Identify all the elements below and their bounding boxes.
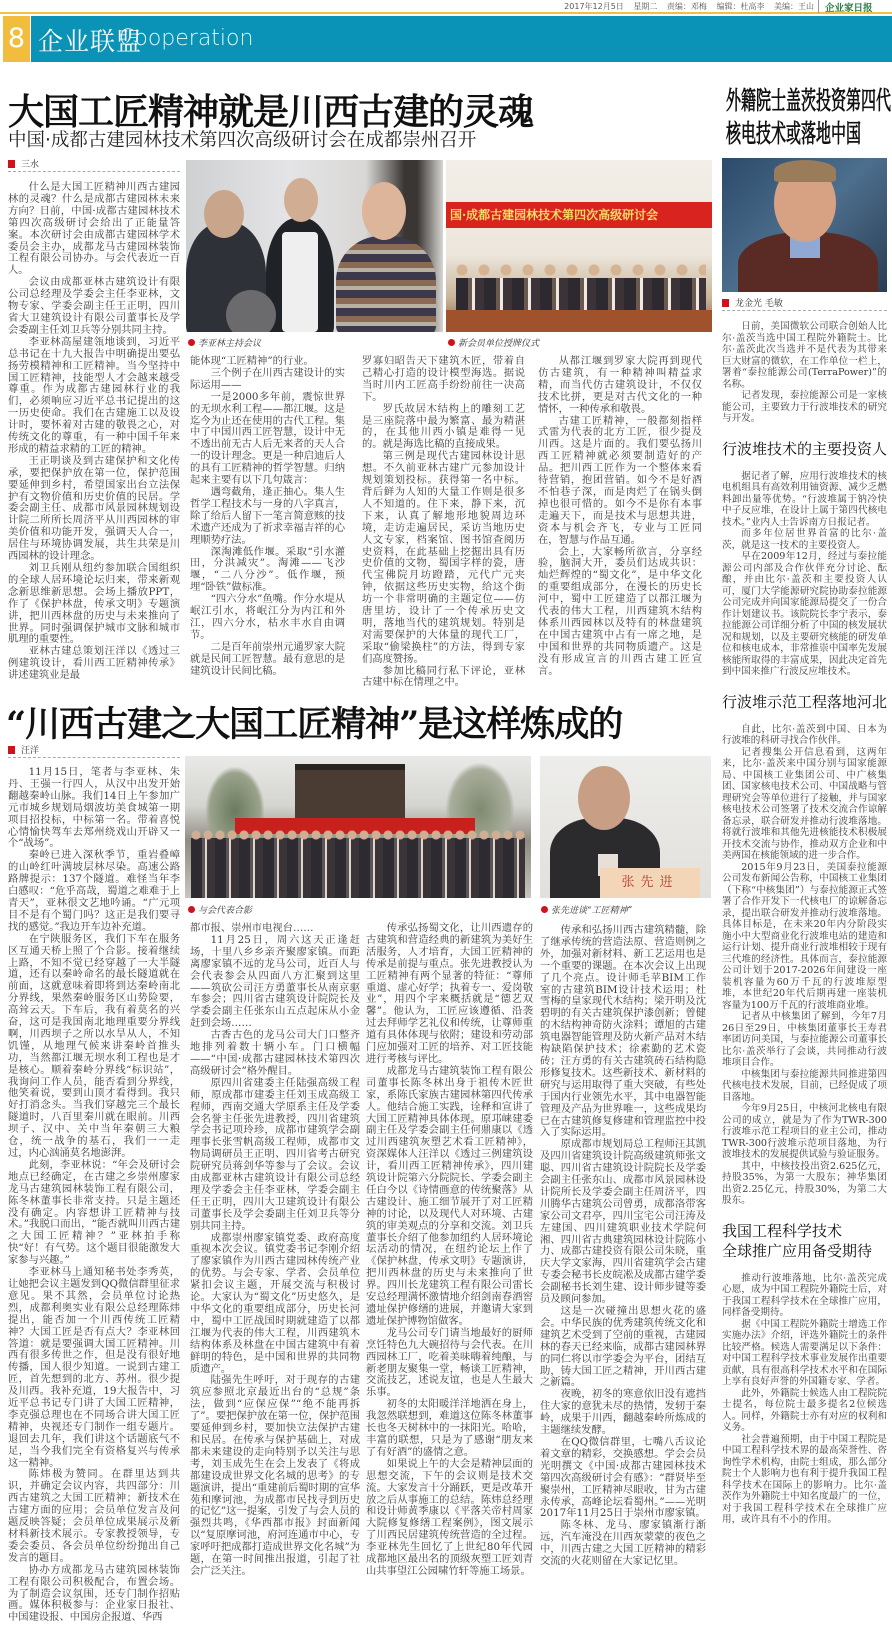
paragraph: 其中，中核技投出资2.625亿元，持股35%，为第一大股东；神华集团出资2.25亿元，持股30%，为第二大股东。 (722, 1160, 887, 1206)
sidebar-section-3 (722, 1273, 887, 1526)
sidebar-headline-line: 外籍院士盖茨投资第四代 (726, 86, 892, 115)
article1-column-3 (362, 356, 525, 689)
byline-marker-icon (8, 746, 15, 754)
paragraph: 今年9月25日，中核河北核电有限公司的成立，就是为了作为TWR-300行波堆示范工程项目的业主公司，推动TWR-300行波堆示范项目落地，为行波堆技术的发展提供试验与验证服务。 (722, 1103, 887, 1160)
caption-text: 与会代表合影 (198, 906, 253, 916)
paragraph: 王正明谈及到古建保护和文化传承，要把保护放在第一位，保护范围要延伸到乡村，希望国家出台立法保护有文物价值和历史价值的民居。学委会副主任、成都市风景园林规划设计院二所所长周济平从川西园林的审美价值和功能开发，强调天人合一，居住与环境协调发展，共生共荣是川西园林的设计理念。 (8, 454, 180, 563)
article1-column-1 (8, 182, 180, 682)
art-editor: 美编：王山 (774, 2, 814, 11)
paragraph: 第三例是现代古建园林设计思想。不久前亚林古建广元参加设计规划策划投标。获得第一名中标。背后鲜为人知的大量工作则是很多人不知道的。住下来，静下来，沉下来，认真了解地形地貌周边环境，走访走遍居民，采访当地历史人文专家，档案馆、图书馆查阅历史资料，在此基础上挖掘出具有历史价值的文物，蜀国字样的瓷，唐代宝佛院月坊蹬踏，元代广元夹钟，依据这些历史实物，给这个街坊一个非常明确的主题定位——仿唐里坊，设计了一个传承历史文明，落地当代的建筑规划。特别是对需要保护的大体量的现代工厂，采取“偷梁换柱”的方法，得到专家们高度赞扬。 (362, 450, 525, 665)
paragraph: 推动行波堆落地，比尔·盖茨完成心愿，成为中国工程院外籍院士后，对于我国工程科学技术在全球推广应用，同样备受期待。 (722, 1272, 887, 1318)
issue-weekday: 星期二 (633, 2, 658, 11)
speaker-nameplate: 张先进 (600, 868, 700, 898)
paragraph: 都市报、崇州市电视台…… (190, 922, 314, 934)
article2-column-3 (366, 923, 533, 1578)
page-header-line (0, 0, 892, 14)
article2-headline: “川西古建之大国工匠精神”是这样炼成的 (6, 704, 623, 745)
paragraph: 记者搜集公开信息看到，这两年来，比尔·盖茨来中国分别与国家能源局、中国核工业集团公司、中广核集团、国家核电技术公司、中国战略与管理研究会等单位进行了接触，并与国家核电技术公司签署了技术交流合作谅解备忘录，联合研发并推动行波堆落地。将就行波堆和其他先进核能技术积极展开技术交流与协作，推动双方企业和中美两国在核能领域的进一步合作。 (722, 746, 887, 861)
paragraph: 夜晚，初冬的寒意依旧没有遮挡住大家的意犹未尽的热情，发轫于秦岭，成果于川西，翻越秦岭所炼成的主题继续发酵。 (540, 1388, 706, 1437)
sidebar-intro (722, 321, 887, 425)
section-name-cn: 企业联盟 (38, 27, 143, 56)
caption-text: 新会员单位授牌仪式 (458, 339, 540, 349)
photo-meeting-host (186, 160, 443, 332)
article1-headline: 大国工匠精神就是川西古建的灵魂 (8, 91, 534, 133)
paragraph: 协办方成都龙马古建筑园林装饰工程有限公司积极配合，布置会场。为了制造会议氛围，还专门制作招贴画。媒体积极参与：企业家日报社、中国建设报、中国房企报道、华西 (8, 1563, 180, 1624)
article2-column-2 (190, 923, 360, 1578)
paragraph: 二是百年前崇州元通罗家大院就是民间工匠智慧。最有意思的是建筑设计民间比稿。 (190, 640, 345, 677)
editor: 编辑：杜高李 (716, 2, 765, 11)
ceremony-banner: 国·成都古建园林技术第四次高级研讨会 (446, 202, 712, 228)
paragraph: 三个例子在川西古建设计的实际运用—— (190, 366, 345, 391)
caption-text: 李亚林主持会议 (198, 339, 262, 349)
author-name: 汪洋 (21, 746, 40, 756)
paragraph: 亚林古建总策划汪洋以《透过三例建筑设计，看川西工匠精神传承》讲述建筑业是最 (8, 645, 180, 682)
article1-byline (8, 157, 180, 172)
sidebar-subheading (722, 692, 887, 712)
paragraph: 据《中国工程院外籍院士增选工作实施办法》介绍，评选外籍院士的条件比较严格。候选人需要满足以下条件：对中国工程科学技术事业发展作出重要贡献，具有很高科学技术水平和在国际上享有良好声誉的外国籍专家、学者。 (722, 1318, 887, 1387)
paragraph: 初冬的太阳暖洋洋地洒在身上，我忽然联想到，难道这位陈冬林董事长也冬天树林中的一抹阳光。哈哈，丰富的联想，只是为了感谢“朋友来了有好酒”的盛情之意。 (366, 1398, 533, 1458)
sidebar-article (722, 158, 887, 1526)
paragraph: 李亚林马上通知秘书处李秀英，让她把会议主题发到QQ微信群里征求意见。果不其然，会员单位讨论热烈，成都利奥实业有限公总经理陈炜提出，能否加一个川西传统工匠精神？大国工匠是否有点大？李亚林回答道：就是要强调大国工匠精神。川西有很多传世之作，但是没有很好地传播，国人很少知道。一说到古建工匠，首先想到的北方、苏州。很少提及川西。我补充道，19大报告中，习近平总书记专门讲了大国工匠精神，李克强总理也在不同场合讲大国工匠精神，央视还专门制作一组专题片。退回去几年，我们讲这个话题底气不足，当今我们完全有资格复兴与传承这一精神。 (8, 1266, 180, 1469)
subheading-line: 我国工程科学技术 (722, 1221, 843, 1240)
caption-bullet-icon (188, 906, 195, 913)
paragraph: 罗寡妇昭告天下建筑木匠，带着自己精心打造的设计模型海选。据说当时川内工匠高手纷纷前往一决高下。 (362, 355, 525, 403)
caption-text: 张先进谈“工匠精神” (551, 906, 633, 916)
paragraph: 社会普遍预期，由于中国工程院是中国工程科学技术界的最高荣誉性、咨询性学术机构，由院士组成，那么部分院士个人影响力也有利于提升我国工程科学技术在国际上的影响力。比尔·盖茨作为外籍院士中知名度最广的一位，对于我国工程科学技术在全球推广应用，或许具有不小的作用。 (722, 1433, 887, 1525)
section-banner (3, 16, 892, 62)
section-title-bar (31, 16, 892, 62)
sidebar-headline (726, 84, 892, 150)
section-name-en: Cooperation (119, 26, 254, 51)
paragraph: 2015年9月23日，美国泰拉能源公司发布新闻公告称，中国核工业集团（下称“中核集团”）与泰拉能源正式签署了合作开发下一代核电厂的谅解备忘录，提出联合研发并推动行波堆落地。具体目标是，在未来20年内分阶段实施小中大型商业化行波堆电站的建造和运行计划、提升商业行波堆相较于现有三代堆的经济性。具体而言，泰拉能源公司计划于2017-2026年间建设一座装机容量为60万千瓦的行波堆原型堆，本世纪20年代后期再建一座装机容量为100万千瓦的行波堆商业堆。 (722, 861, 887, 1011)
author-name: 龙金光 毛敏 (735, 299, 783, 309)
paragraph: 秦岭已进入深秋季节，重岩叠嶂的山岭红叶满坡层林尽染。高速公路路牌提示：137个隧道。难怪当年李白感叹：“危乎高哉，蜀道之难难于上青天”，亚林很文艺地吟诵。“广元项目不是有个蜀门吗？这正是我们要寻找的感觉。”我边开车边补充道。 (8, 849, 180, 933)
paragraph: 早在2009年12月，经过与泰拉能源公司内部及合作伙伴充分讨论、酝酿，并由比尔·盖茨和主要投资人认可，厦门大学能源研究院协助泰拉能源公司完成并向国家能源局提交了一份合作计划建议书。该院院长李宁表示，泰拉能源公司详细分析了中国的核发展状况和规划，以及主要研究核能的研发单位和核电成本，非常推崇中国率先发展核能所取得的丰富成果，因此决定首先到中国来推广行波反应堆技术。 (722, 551, 887, 677)
paragraph: 成都崇州廖家镇党委、政府高度重视本次会议。镇党委书记李刚介绍了廖家镇作为川西古建园林传统产业的优势。与会专家、学者、会员单位紧扣会议主题，开展交流与积极讨论。大家认为“蜀文化”历史悠久，是中华文化的重要组成部分，历史长河中，蜀中工匠战国时期就建造了以都江堰为代表的伟大工程，川西建筑木结构体系及林盘在中国古建筑中有着鲜明的特色，是中国和世界的共同物质遗产。 (190, 1231, 360, 1375)
photo-caption (188, 336, 261, 349)
paragraph: 古建工匠精神，一般都刻指样式雷为代表的北方工匠，很少提及川西。这是片面的。我们要弘扬川西工匠精神就必须要制造好的产品。把川西工匠作为一个整体来看待营销，抱团营销。如今不是好酒不怕巷子深，而是肉烂了在锅头倒掉也很可惜的。如今不是你有本事走遍天下，而是技术与思想共进，资本与机会齐飞，专业与工匠同在，智慧与作品互通。 (538, 414, 702, 546)
paragraph: 原成都市规划局总工程师汪其凯及四川省建筑设计院高级建筑师张文聪、四川省古建筑设计院院长及学委会副主任张东山、成都市风景园林设计院所长及学委会副主任周济平，四川腾华古建筑公司曾勇，成都洛带客家公司文君亭，四川宝宅公司汪涛及左建国、四川建筑职业技术学院何湘、四川省古典建筑园林设计院陈小力、成都古建投资有限公司朱晓，重庆大学文家海，四川省建筑学会古建专委会秘书长皮皖凇及成都古建学委会副秘书长刘生建、设计师步键等委员及顾问参加。 (540, 1138, 706, 1306)
paragraph: 陈冬林、龙马、廖家镇渐行渐远，汽车淹没在川西灰蒙蒙的夜色之中，川西古建之大国工匠精神的精彩交流的火花则留在大家记忆里。 (540, 1519, 706, 1568)
paragraph: 自此，比尔·盖茨到中国、日本为行波堆的科研寻找合作伙伴。 (722, 723, 887, 746)
paragraph: 李亚林高屋建瓴地谈到，习近平总书记在十九大报告中明确提出要弘扬劳模精神和工匠精神。当今坚持中国工匠精神，技能型人才会越来越受尊重。作为成都古建园林行业的我们，必须响应习近平总书记提出的这一历史使命。我们在古建施工以及设计时，要怀着对古建的敬畏之心，对传统文化的尊重，有一种中国千年来形成的精益求精的工匠的精神。 (8, 335, 180, 455)
editor-in-charge: 责编：邓梅 (666, 2, 707, 11)
sidebar-section-2 (722, 724, 887, 1207)
paragraph: 古香古色的龙马公司大门口整齐地排列着数十辆小车。门口横幅——“中国·成都古建园林技术第四次高级研讨会”格外醒目。 (190, 1029, 360, 1077)
paragraph: 陆强先生呼吁，对于现存的古建筑应参照北京最近出台的“总规”条法，做到“应保应保”“绝不能再拆了”。要把保护放在第一位，保护范围要延伸到乡村，要加快立法保护古建和民居。在传承与保护基础上，对成都未来建设的走向特别予以关注与思考，刘玉成先生在会上发表了《将成都建设成世界文化名城的思考》的专题演讲，提出“重建前后蜀时期的宣华苑和摩诃池，为成都市民找寻到历史的记忆”这一提案，引发了与会人员的强烈共鸣，《华西都市报》封面新闻以“复原摩诃池，府河连通市中心，专家呼吁把成都打造成世界文化名城”为题，在第一时间推出报道，引起了社会广泛关注。 (190, 1374, 361, 1577)
paragraph: 能体现“工匠精神”的行业。 (190, 355, 314, 367)
caption-bullet-icon (188, 339, 195, 346)
paragraph: 罗氏故居木结构上的雕刻工艺是三座院落中最为繁富、最为精湛的，在其他川西小镇是难得一见的。就是海选比稿的直接成果。 (362, 402, 525, 451)
paragraph: 陈炜极为赞同。在群里达到共识，并确定会议内容，共四部分：川西古建筑之大国工匠精神；新技术在古建方面的应用；会员单位发言及问题反映答疑；会员单位成果展示及新材料新技术展示。专家教授领导，专委会委员、各会员单位纷纷抛出自己发言的题目。 (8, 1468, 180, 1564)
subheading-line: 全球推广应用备受期待 (722, 1241, 873, 1260)
paragraph: 原四川省建委主任陆强高级工程师，原成都市建委主任刘玉成高级工程师，西南交通大学原系主任及学委会名誉主任张先进教授，四川省建筑学会书记项玲珍，成都市建筑学会副理事长张雪帆高级工程师，成都市文物局调研员王正明、四川省考古研究院研究员蒋剑华等参与了会议。会议由成都亚林古建筑设计有限公司总经理及学委会主任李亚林，学委会副主任王正明，四川大卫建筑设计有限公司董事长及学会委副主任刘卫兵等分别共同主持。 (190, 1076, 360, 1232)
paragraph: 刘卫兵刚从纽约参加联合国组织的全球人居环境论坛归来，带来新观念新思维新思想。会场上播放PPT，作了《保护林盘，传承文明》专题演讲，把川西林盘的历史与未来推向了世界。同时强调保护城市文脉和城市肌理的重要性。 (8, 562, 180, 646)
photo-group (185, 756, 531, 898)
photo-speaker (540, 756, 711, 898)
paragraph: 记者从中核集团了解到，今年7月26日至29日，中核集团董事长王寿君率团访问美国，与泰拉能源公司董事长比尔·盖茨举行了会谈，共同推动行波堆项目合作。 (722, 1011, 887, 1068)
paragraph: 传承弘扬蜀文化，让川西遗存的古建筑和营造经典的新建筑为美好生活服务，人才培育，大国工匠精神的传承是前提与重点。张先进教授认为工匠精神有两个显著的特征：“尊师重道、虚心好学；执着专一、爱岗敬业”，用四个字来概括就是“德艺双馨”。他认为，工匠应该遵循、沿袭过去拜师学艺礼仪和传统，让尊师重道有具体体现与依附；建设和劳动部门应加强对工匠的培养、对工匠技能进行考核与评比。 (366, 922, 533, 1065)
sidebar-subheading (722, 1221, 887, 1261)
photo-caption (541, 903, 632, 916)
byline-marker-icon (722, 299, 729, 307)
page-number: 8 (3, 16, 30, 62)
paragraph: 遇弯截角，逢正抽心。集人生哲学工程技术与一身的八字真言，除了给后人留下一笔言简意赅的技术遗产还成为了祈求幸福吉祥的心理顺势疗法。 (190, 485, 345, 546)
paragraph: 此外，外籍院士候选人由工程院院士提名，每位院士最多提名2位候选人。同样，外籍院士亦有对应的权利和义务。 (722, 1387, 887, 1433)
paragraph: 传承和弘扬川西古建筑精髓，除了继承传统的营造法原、营造则例之外，加强对新材料、新工艺运用也是一个重要的课题。在本次会议上出现了几个亮点。设计师毛苹BIM工作室的古建筑BIM设计技术运用；杜雪梅的皇家现代木结构；梁开明及沈碧明的有关古建筑保护漆创新；曾健的木结构神奇防火涂料；谭旭的古建筑电器智能管理及防火新产品对木结构缺陷保护技术；徐素勤的艺术瓷砖；汪方勇的有关古建筑砖石结构隐形修复技术。这些新技术、新材料的研究与运用取得了重大突破，有些处于国内行业领先水平，其中电器智能管理及产品为世界唯一，这些成果均已在古建筑修复修建和管理监控中投入了实际运用。 (540, 924, 706, 1139)
author-name: 三水 (21, 160, 40, 170)
paragraph: 在QQ微信群里，七嘴八舌议论着文章的精彩，交换感想。学会会员光明撰文《中国·成都古建园林技术第四次高级研讨会有感》：“群贤毕至聚崇州，工匠精神尽眼收，甘为古建永传承，高峰论坛看蜀州。”——光明 2017年11月25日于崇州市廖家镇。 (540, 1435, 706, 1520)
paragraph: 中核集团与泰拉能源共同推进第四代核电技术发展，目前，已经促成了项目落地。 (722, 1068, 887, 1103)
article1-subheadline: 中国·成都古建园林技术第四次高级研讨会在成都崇州召开 (8, 130, 477, 151)
byline-marker-icon (8, 160, 15, 168)
paragraph: 11月25日，周六这天正逢赶场，十里八乡乡亲齐聚廖家镇。而距离廖家镇不远的龙马公司，近百人与会代表参会从四面八方汇聚到这里——筑砍公司汪方勇董事长从南京驱车参会；四川省古建筑设计院院长及学委会副主任张东山五点起床从小金赶到会场…… (190, 933, 360, 1030)
subheading-line: 行波堆示范工程落地河北 (722, 692, 888, 711)
paragraph: 记者发现，泰拉能源公司是一家核能公司，主要致力于行波堆技术的研究与开发。 (722, 390, 887, 424)
issue-meta (557, 1, 814, 12)
photo-bill-gates (722, 158, 887, 292)
paragraph: 参加比稿同行私下评论，亚林古建中标在情理之中。 (362, 664, 525, 689)
sidebar-headline-line: 核电技术或落地中国 (726, 119, 862, 148)
paragraph: 成都龙马古建筑装饰工程有限公司董事长陈冬林出身于祖传木匠世家，系陈氏家族古建园林第四代传承人。他结合施工实践，诠释和宣讲了大国工匠精神具体体现。原邛崃建委副主任及学委会副主任何鼎康以《透过川西建筑灰塑艺术看工匠精神》，资深媒体人汪洋以《透过三例建筑设计，看川西工匠精神传承》，四川建筑设计院第六分院院长、学委会副主任白今以《诗情画意的传统聚落》从古建设计、施工细节展开了对工匠精神的讨论，以及现代人对环境、古建筑的审美观点的分享和交流。刘卫兵董事长介绍了他参加纽约人居环境论坛活动的情况，在纽约论坛上作了《保护林盘，传承文明》专题演讲，把川西林盘的历史与未来推向了世界。四川长龙建筑工程有限公司雷长安总经理满怀激情地介绍剑南春酒窖遗址保护修缮的进展，并邀请大家到遗址保护博物馆做客。 (366, 1064, 533, 1327)
article1-column-2 (190, 356, 345, 677)
issue-date: 2017年12月5日 (564, 2, 624, 11)
paragraph: 在宁陕服务区，我们下车在服务区互通天桥上照了个合影。接着继续上路，不知不觉已经穿越了一大半隧道，还有以秦岭命名的最长隧道就在前面，这就意味着即将到达秦岭南北分界线，果然秦岭服务区山势险要，高耸云天。下车后，我有着莫名的兴奋，这可是我国南北地理重要分界线啊，川西坝子之所以水旱从人，不知饥馑，从地理气候来讲秦岭首推头功，当然都江堰无坝水利工程也是才是核心。顺着秦岭分界线“标识站”，我询问工作人员，能否看到分界线，他笑着说，要到山顶才看得到。我只好打消念头。当我们穿越完三个最长隧道时，八百里秦川就在眼前。川西坝子、汉中、关中当年秦朝三大粮仓，统一战争的基石，我们一一走过，内心汹涌莫名地澎湃。 (8, 932, 180, 1159)
photo-caption (188, 903, 252, 916)
paragraph: 一是2000多年前，震惊世界的无坝水利工程——都江堰。这是迄今为止还在使用的古代工程。集中了中国川西工匠智慧，设计中无不透出前无古人后无来者的天人合一的设计理念。更是一种启迪后人的具有工匠精神的哲学智慧。归纳起来主要有以下几句箴言： (190, 390, 345, 487)
paragraph: 此刻，李亚林说：“年会及研讨会地点已经确定，在古建之乡崇州廖家龙马古建筑园林装饰工程有限公司，陈冬林董事长非常支持。只是主题还没有确定。内容想讲工匠精神与技术。”我脱口而出，“能否就叫川西古建之大国工匠精神？”亚林拍手称快“好！有气势。这个题目很能激发大家参与兴趣。” (8, 1158, 180, 1267)
paragraph: 11月15日，笔者与李亚林、朱丹、王强一行四人，从汉中出发开始翻越秦岭山脉。我们14日上午参加广元市城乡规划局烟波坊美食城第一期项目招投标，中标第一名。带着喜悦心情愉快驾车去郑州绕戏山开辟又一个“战场”。 (8, 766, 180, 850)
photo-award-ceremony (446, 160, 712, 332)
subheading-line: 行波堆技术的主要投资人 (722, 439, 888, 458)
paragraph: 据记者了解，应用行波堆技术的核电机组具有高效利用铀资源、减少乏燃料卸出量等优势。“行波堆属于钠冷快中子反应堆，在设计上属于第四代核电技术。”业内人士告诉南方日报记者。 (722, 470, 887, 528)
article2-column-1 (8, 767, 180, 1624)
sidebar-section-1 (722, 471, 887, 678)
paragraph: 如果说上午的大会是精神层面的思想交流，下午的会议则是技术交流。大家发言十分踊跃，更是改革开放之后从事施工的总结。陈炜总经理和设计师黄季康以《平落关帝村周家大院修复修缮工程案例》，图文展示了川西民居建筑传统营造的全过程。李亚林先生回忆了上世纪80年代园成都地区最出名的顶级灰塑工匠刘青山共事望江公园啸竹轩等施工场景。 (366, 1457, 533, 1577)
caption-bullet-icon (541, 906, 548, 913)
newspaper-masthead: 企业家日报 (818, 0, 873, 13)
paragraph: 会议由成都亚林古建筑设计有限公司总经理及学委会主任李亚林，文物专家、学委会副主任王正明，四川省大卫建筑设计有限公司董事长及学会委副主任刘卫兵等分别共同主持。 (8, 276, 180, 336)
paragraph: 日前，美国微软公司联合创始人比尔·盖茨当选中国工程院外籍院士。比尔·盖茨此次当选并不是代表为其带来巨大财富的微软，在工作单位一栏上，署着“泰拉能源公司(TerraPower)”的名称。 (722, 321, 887, 390)
paragraph: “四六分水”鱼嘴。作分水堤从岷江引水，将岷江分为内江和外江，四六分水，枯水丰水自由调节。 (190, 593, 345, 641)
paragraph: 深淘滩低作堰。采取“引水灌田，分洪减灾”。淘滩——飞沙堰，“二八分沙”。低作堰，预埋“卧铁”做标准。 (190, 545, 345, 594)
caption-bullet-icon (448, 339, 455, 346)
article2-byline (8, 743, 180, 758)
article1-column-4 (538, 356, 702, 677)
paragraph: 龙马公司专门请当地最好的厨师烹饪特色九大碗招待与会代表。在川西园林工厂，吃着美味嗨着纯酿，与新老朋友聚集一堂，畅谈工匠精神，交流技艺，述说友谊，也是人生最大乐事。 (366, 1326, 533, 1399)
article2-column-4 (540, 925, 706, 1568)
paragraph: 而多年位居世界首富的比尔·盖茨，就是这一技术的主要投资人。 (722, 528, 887, 551)
photo-caption (448, 336, 539, 349)
sidebar-byline (722, 296, 887, 311)
paragraph: 这是一次碰撞出思想火花的盛会。中华民族的优秀建筑传统文化和建筑艺术受到了空前的重视，古建园林的春天已经来临，成都古建园林界的同仁将以市学委会为平台，团结互助，铸大国工匠之精神，开川西古建之新篇。 (540, 1305, 706, 1389)
sidebar-subheading (722, 439, 887, 459)
paragraph: 从都江堰到罗家大院再到现代仿古建筑，有一种精神叫精益求精，而当代仿古建筑设计，不仅仅技术比拼，更是对古代文化的一种情怀，一种传承和敬畏。 (538, 355, 702, 415)
paragraph: 会上，大家畅所欲言，分享经验，脑洞大开，委员们达成共识：灿烂辉煌的“蜀文化”，是中华文化的重要组成部分，在漫长的历史长河中，蜀中工匠建造了以都江堰为代表的伟大工程，川西建筑木结构体系川西园林以及特有的林盘建筑在中国古建筑中占有一席之地，是中国和世界的共同物质遗产。这是没有形成宣言的川西古建工匠宣言。 (538, 545, 702, 677)
paragraph: 什么是大国工匠精神川西古建园林的灵魂？什么是成都古建园林未来方向？日前，中国·成都古建园林技术第四次高级研讨会给出了正能量答案。本次研讨会由成都古建园林学术委员会主办，成都龙马古建园林装饰工程有限公司协办。与会代表近一百人。 (8, 181, 180, 277)
